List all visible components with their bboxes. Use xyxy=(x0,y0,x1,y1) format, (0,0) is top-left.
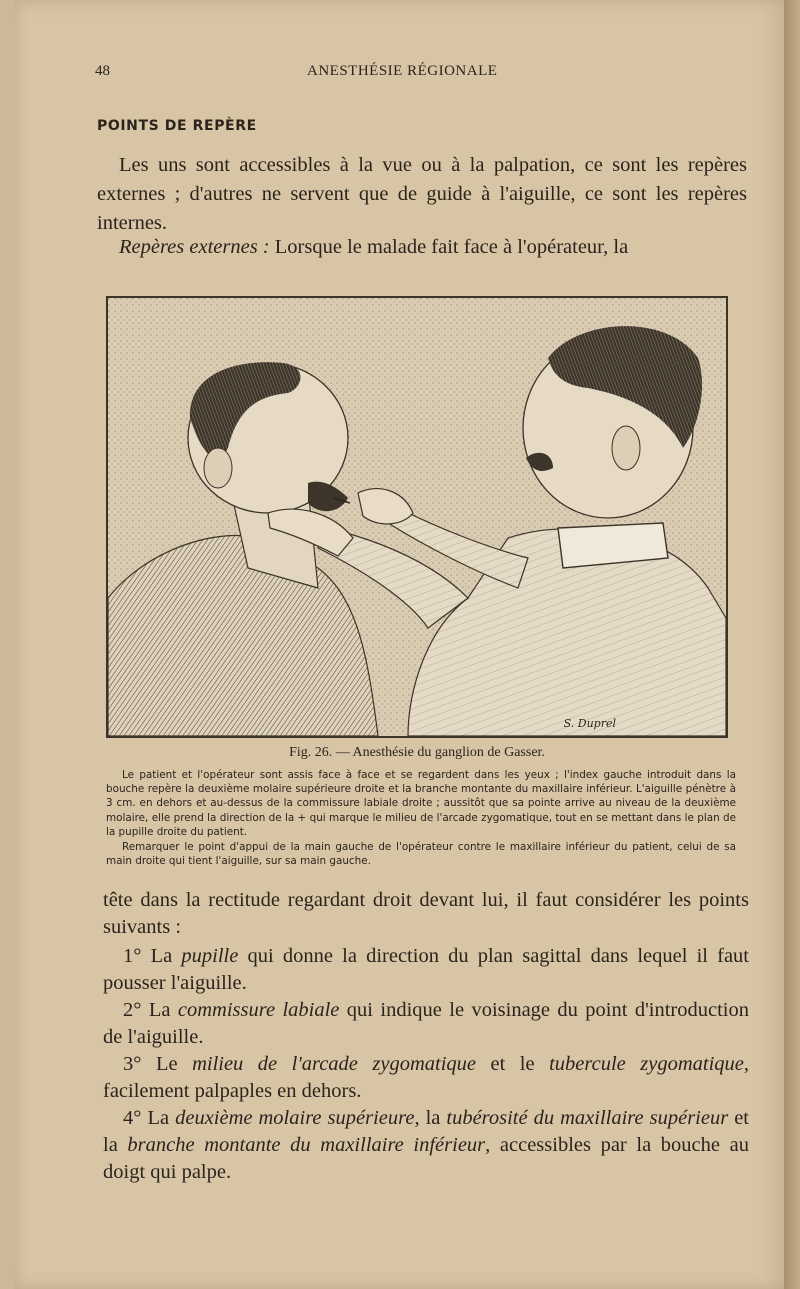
list-number: 2° La xyxy=(123,999,178,1021)
list-text: , accessibles par la bouche au doigt qui palpe. xyxy=(103,1134,749,1183)
list-item xyxy=(103,1105,749,1186)
list-term: pupille xyxy=(181,945,239,967)
list-term: tubercule zygomatique xyxy=(549,1053,744,1075)
running-head: ANESTHÉSIE RÉGIONALE xyxy=(307,63,498,79)
list-text: et la xyxy=(103,1107,750,1156)
list-number: 1° La xyxy=(123,945,182,967)
engraving-svg xyxy=(108,298,726,736)
figure-illustration xyxy=(106,296,728,738)
page-edge xyxy=(784,0,800,1289)
list-text: qui donne la direction du plan sagittal dans lequel il faut pousser l'aiguille. xyxy=(103,945,749,994)
artist-signature: S. Duprel xyxy=(563,717,616,730)
list-term: branche montante du maxillaire inférieur xyxy=(127,1134,486,1156)
figure-legend-note: Remarquer le point d'appui de la main gauche de l'opérateur contre le maxillaire inférieur du patient, celui de sa main droite qui tient l'aiguille, sur sa main gauche. xyxy=(106,841,736,868)
paragraph-intro: Les uns sont accessibles à la vue ou à la palpation, ce sont les repères externes ; d'autres ne servent que de guide à l'aiguille, ce sont les repères internes. xyxy=(97,154,747,234)
list-number: 3° Le xyxy=(123,1053,193,1075)
list-text: , la xyxy=(414,1107,447,1129)
list-text: et le xyxy=(476,1053,550,1075)
paragraph-continuation: tête dans la rectitude regardant droit devant lui, il faut considérer les points suivants : xyxy=(103,889,749,938)
paragraph-text: Lorsque le malade fait face à l'opérateur, la xyxy=(269,236,629,258)
list-text: , facilement palpaples en dehors. xyxy=(103,1053,749,1102)
list-text: qui indique le voisinage du point d'introduction de l'aiguille. xyxy=(103,999,749,1048)
page-header xyxy=(95,63,735,85)
list-term: deuxième molaire supérieure xyxy=(175,1107,415,1129)
list-item xyxy=(103,943,749,997)
list-term: tubérosité du maxillaire supérieur xyxy=(446,1107,729,1129)
paragraph-lead: Repères externes : xyxy=(119,236,270,258)
patient-ear xyxy=(204,448,232,488)
list-term: milieu de l'arcade zygomatique xyxy=(192,1053,477,1075)
operator-ear xyxy=(612,426,640,470)
figure-legend: Le patient et l'opérateur sont assis face à face et se regardent dans les yeux ; l'index gauche introduit dans la bouche repère la deuxième molaire supérieure droite et la branche montante du maxillaire inférieur. L'aiguille pénètre à 3 cm. en dehors et au-dessus de la commissure labiale droite ; aussitôt que sa pointe arrive au niveau de la deuxième molaire, elle prend la direction de la + qui marque le milieu de l'arcade zygomatique, tout en se mettant dans le plan de la pupille droite du patient. xyxy=(106,769,736,838)
page-number: 48 xyxy=(95,63,110,79)
list-item xyxy=(103,1051,749,1105)
figure-caption: Fig. 26. — Anesthésie du ganglion de Gasser. xyxy=(289,745,545,760)
list-number: 4° La xyxy=(123,1107,176,1129)
list-item xyxy=(103,997,749,1051)
list-term: commissure labiale xyxy=(177,999,340,1021)
section-heading: POINTS DE REPÈRE xyxy=(97,118,257,134)
paragraph-external-landmarks xyxy=(97,233,747,262)
